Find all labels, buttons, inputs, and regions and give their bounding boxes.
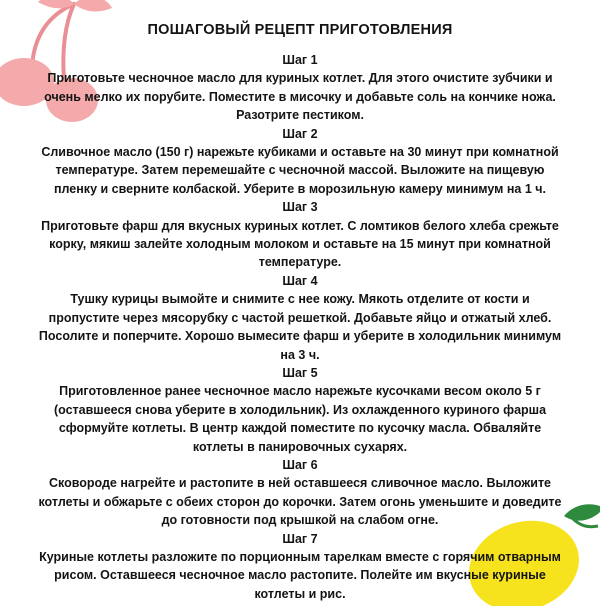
step-heading: Шаг 5 — [282, 365, 318, 380]
recipe-step — [0, 125, 600, 199]
step-text — [16, 290, 584, 364]
step-line: Посолите и поперчите. Хорошо вымесите фарш и уберите в холодильник минимум — [38, 329, 562, 344]
recipe-step — [0, 272, 600, 364]
step-line: температуре. Затем перемешайте с чесночной массой. Выложите на пищевую — [55, 163, 545, 178]
step-heading: Шаг 1 — [282, 53, 318, 67]
step-line: котлеты в панировочных сухарях. — [192, 439, 408, 454]
recipe-step — [0, 198, 600, 272]
step-heading: Шаг 7 — [282, 531, 318, 546]
step-line: на 3 ч. — [280, 347, 320, 362]
step-line: котлеты и рис. — [254, 586, 346, 601]
step-text — [16, 217, 584, 272]
step-heading: Шаг 6 — [282, 457, 318, 472]
step-text — [16, 143, 584, 198]
step-line: сформуйте котлеты. В центр каждой поместите по кусочку масла. Обваляйте — [58, 421, 542, 436]
recipe-step — [0, 530, 600, 604]
step-heading: Шаг 4 — [282, 273, 318, 288]
recipe-step — [0, 364, 600, 456]
step-line: котлеты и обжарьте с обеих сторон до корочки. Затем огонь уменьшите и доведите — [38, 494, 562, 509]
step-line: Сливочное масло (150 г) нарежьте кубиками и оставьте на 30 минут при комнатной — [41, 145, 559, 160]
page-title: ПОШАГОВЫЙ РЕЦЕПТ ПРИГОТОВЛЕНИЯ — [147, 22, 453, 38]
step-heading: Шаг 2 — [282, 126, 318, 141]
step-line: (оставшееся снова уберите в холодильник). Из охлажденного куриного фарша — [53, 402, 547, 417]
step-line: до готовности под крышкой на слабом огне. — [161, 513, 439, 528]
step-text — [16, 69, 584, 124]
step-line: рисом. Оставшееся чесночное масло растопите. Полейте им вкусные куриные — [54, 568, 546, 583]
step-line: пропустите через мясорубку с частой решеткой. Добавьте яйцо и отжатый хлеб. — [48, 310, 552, 325]
step-text — [16, 474, 584, 529]
step-line: очень мелко их порубите. Поместите в мисочку и добавьте соль на кончике ножа. — [44, 89, 556, 104]
step-line: Приготовьте фарш для вкусных куриных котлет. С ломтиков белого хлеба срежьте — [41, 218, 559, 233]
step-line: Сковороде нагрейте и растопите в ней оставшееся сливочное масло. Выложите — [48, 476, 552, 491]
step-heading: Шаг 3 — [282, 200, 318, 215]
step-line: Куриные котлеты разложите по порционным тарелкам вместе с горячим отварным — [39, 549, 561, 564]
step-line: Разотрите пестиком. — [236, 108, 364, 123]
step-line: корку, мякиш залейте холодным молоком и оставьте на 15 минут при комнатной — [49, 237, 551, 252]
step-line: Приготовленное ранее чесночное масло нарежьте кусочками весом около 5 г — [59, 384, 541, 399]
step-text — [16, 382, 584, 456]
step-line: Приготовьте чесночное масло для куриных котлет. Для этого очистите зубчики и — [47, 71, 553, 86]
step-line: температуре. — [258, 255, 342, 270]
recipe-step — [0, 51, 600, 125]
steps-list — [0, 51, 600, 603]
step-text — [16, 548, 584, 603]
recipe-step — [0, 456, 600, 530]
step-line: Тушку курицы вымойте и снимите с нее кожу. Мякоть отделите от кости и — [70, 292, 530, 307]
step-line: пленку и сверните колбаской. Уберите в морозильную камеру минимум на 1 ч. — [53, 181, 547, 196]
